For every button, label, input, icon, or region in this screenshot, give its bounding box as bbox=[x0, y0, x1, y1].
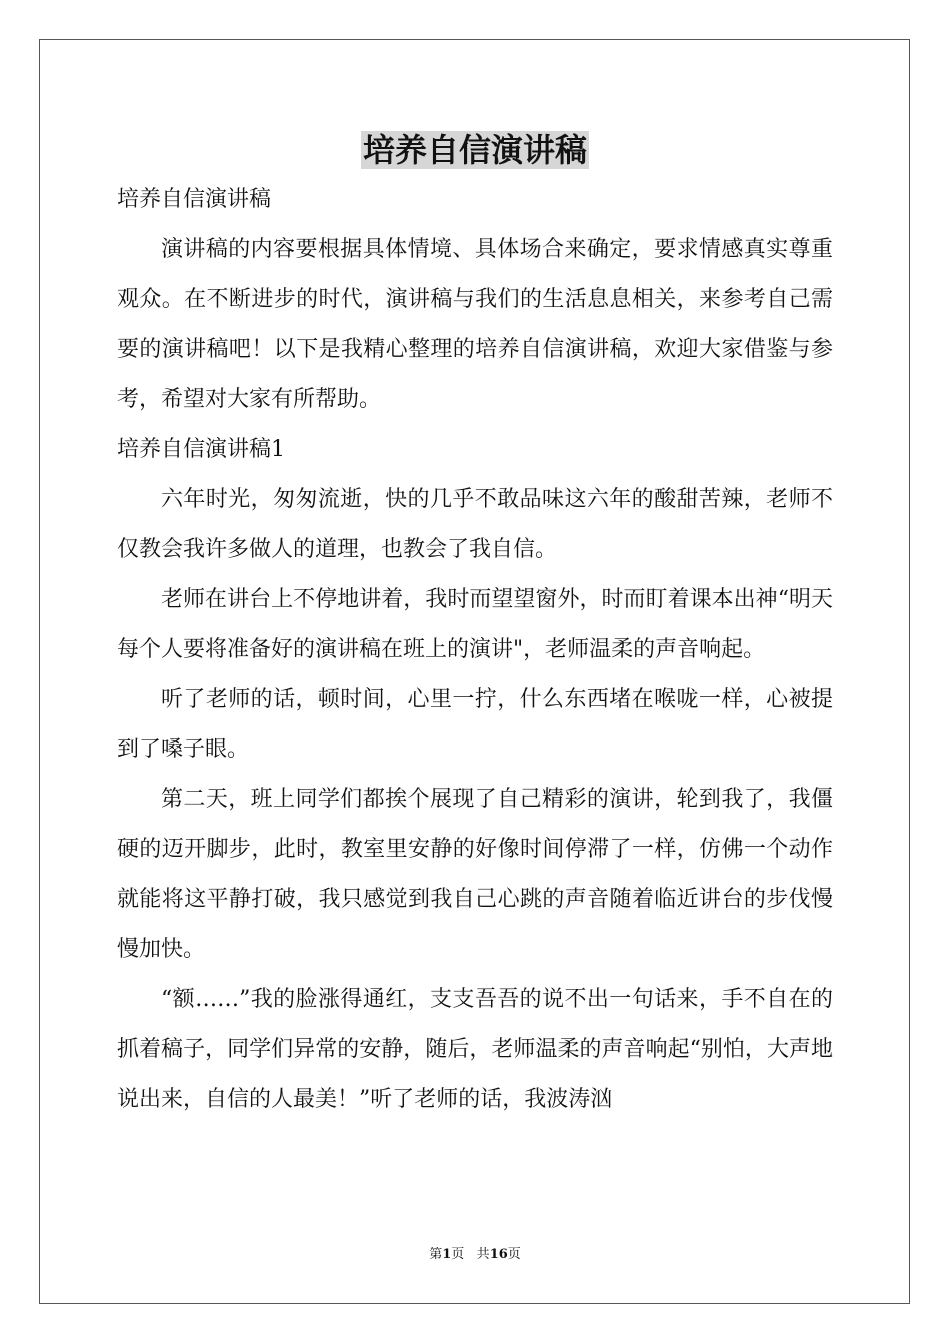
paragraph: 六年时光，匆匆流逝，快的几乎不敢品味这六年的酸甜苦辣，老师不仅教会我许多做人的道理，也教会了我自信。 bbox=[117, 487, 833, 562]
paragraph: 第二天，班上同学们都挨个展现了自己精彩的演讲，轮到我了，我僵硬的迈开脚步，此时，教室里安静的好像时间停滞了一样，仿佛一个动作就能将这平静打破，我只感觉到我自己心跳的声音随着临近讲台的步伐慢慢加快。 bbox=[117, 787, 833, 962]
document-body bbox=[117, 175, 833, 1125]
total-pages: 16 bbox=[489, 1247, 508, 1262]
page-prefix: 第 bbox=[429, 1247, 443, 1262]
paragraph: 听了老师的话，顿时间，心里一拧，什么东西堵在喉咙一样，心被提到了嗓子眼。 bbox=[117, 687, 833, 762]
document-title-text: 培养自信演讲稿 bbox=[362, 131, 587, 169]
paragraph: 老师在讲台上不停地讲着，我时而望望窗外，时而盯着课本出神“明天每个人要将准备好的演讲稿在班上的演讲"，老师温柔的声音响起。 bbox=[117, 587, 833, 662]
paragraph: 演讲稿的内容要根据具体情境、具体场合来确定，要求情感真实尊重观众。在不断进步的时代，演讲稿与我们的生活息息相关，来参考自己需要的演讲稿吧！以下是我精心整理的培养自信演讲稿，欢迎大家借鉴与参考，希望对大家有所帮助。 bbox=[117, 237, 833, 412]
total-suffix: 页 bbox=[507, 1247, 521, 1262]
paragraph: “额……”我的脸涨得通红，支支吾吾的说不出一句话来，手不自在的抓着稿子，同学们异常的安静，随后，老师温柔的声音响起“别怕，大声地说出来，自信的人最美！”听了老师的话，我波涛汹 bbox=[117, 987, 833, 1112]
page-footer bbox=[0, 1246, 950, 1264]
document-title bbox=[0, 128, 950, 172]
paragraph: 培养自信演讲稿1 bbox=[117, 437, 285, 462]
total-prefix: 共 bbox=[476, 1247, 490, 1262]
page-number: 1 bbox=[442, 1247, 452, 1262]
page-suffix: 页 bbox=[451, 1247, 465, 1262]
paragraph: 培养自信演讲稿 bbox=[117, 187, 272, 212]
